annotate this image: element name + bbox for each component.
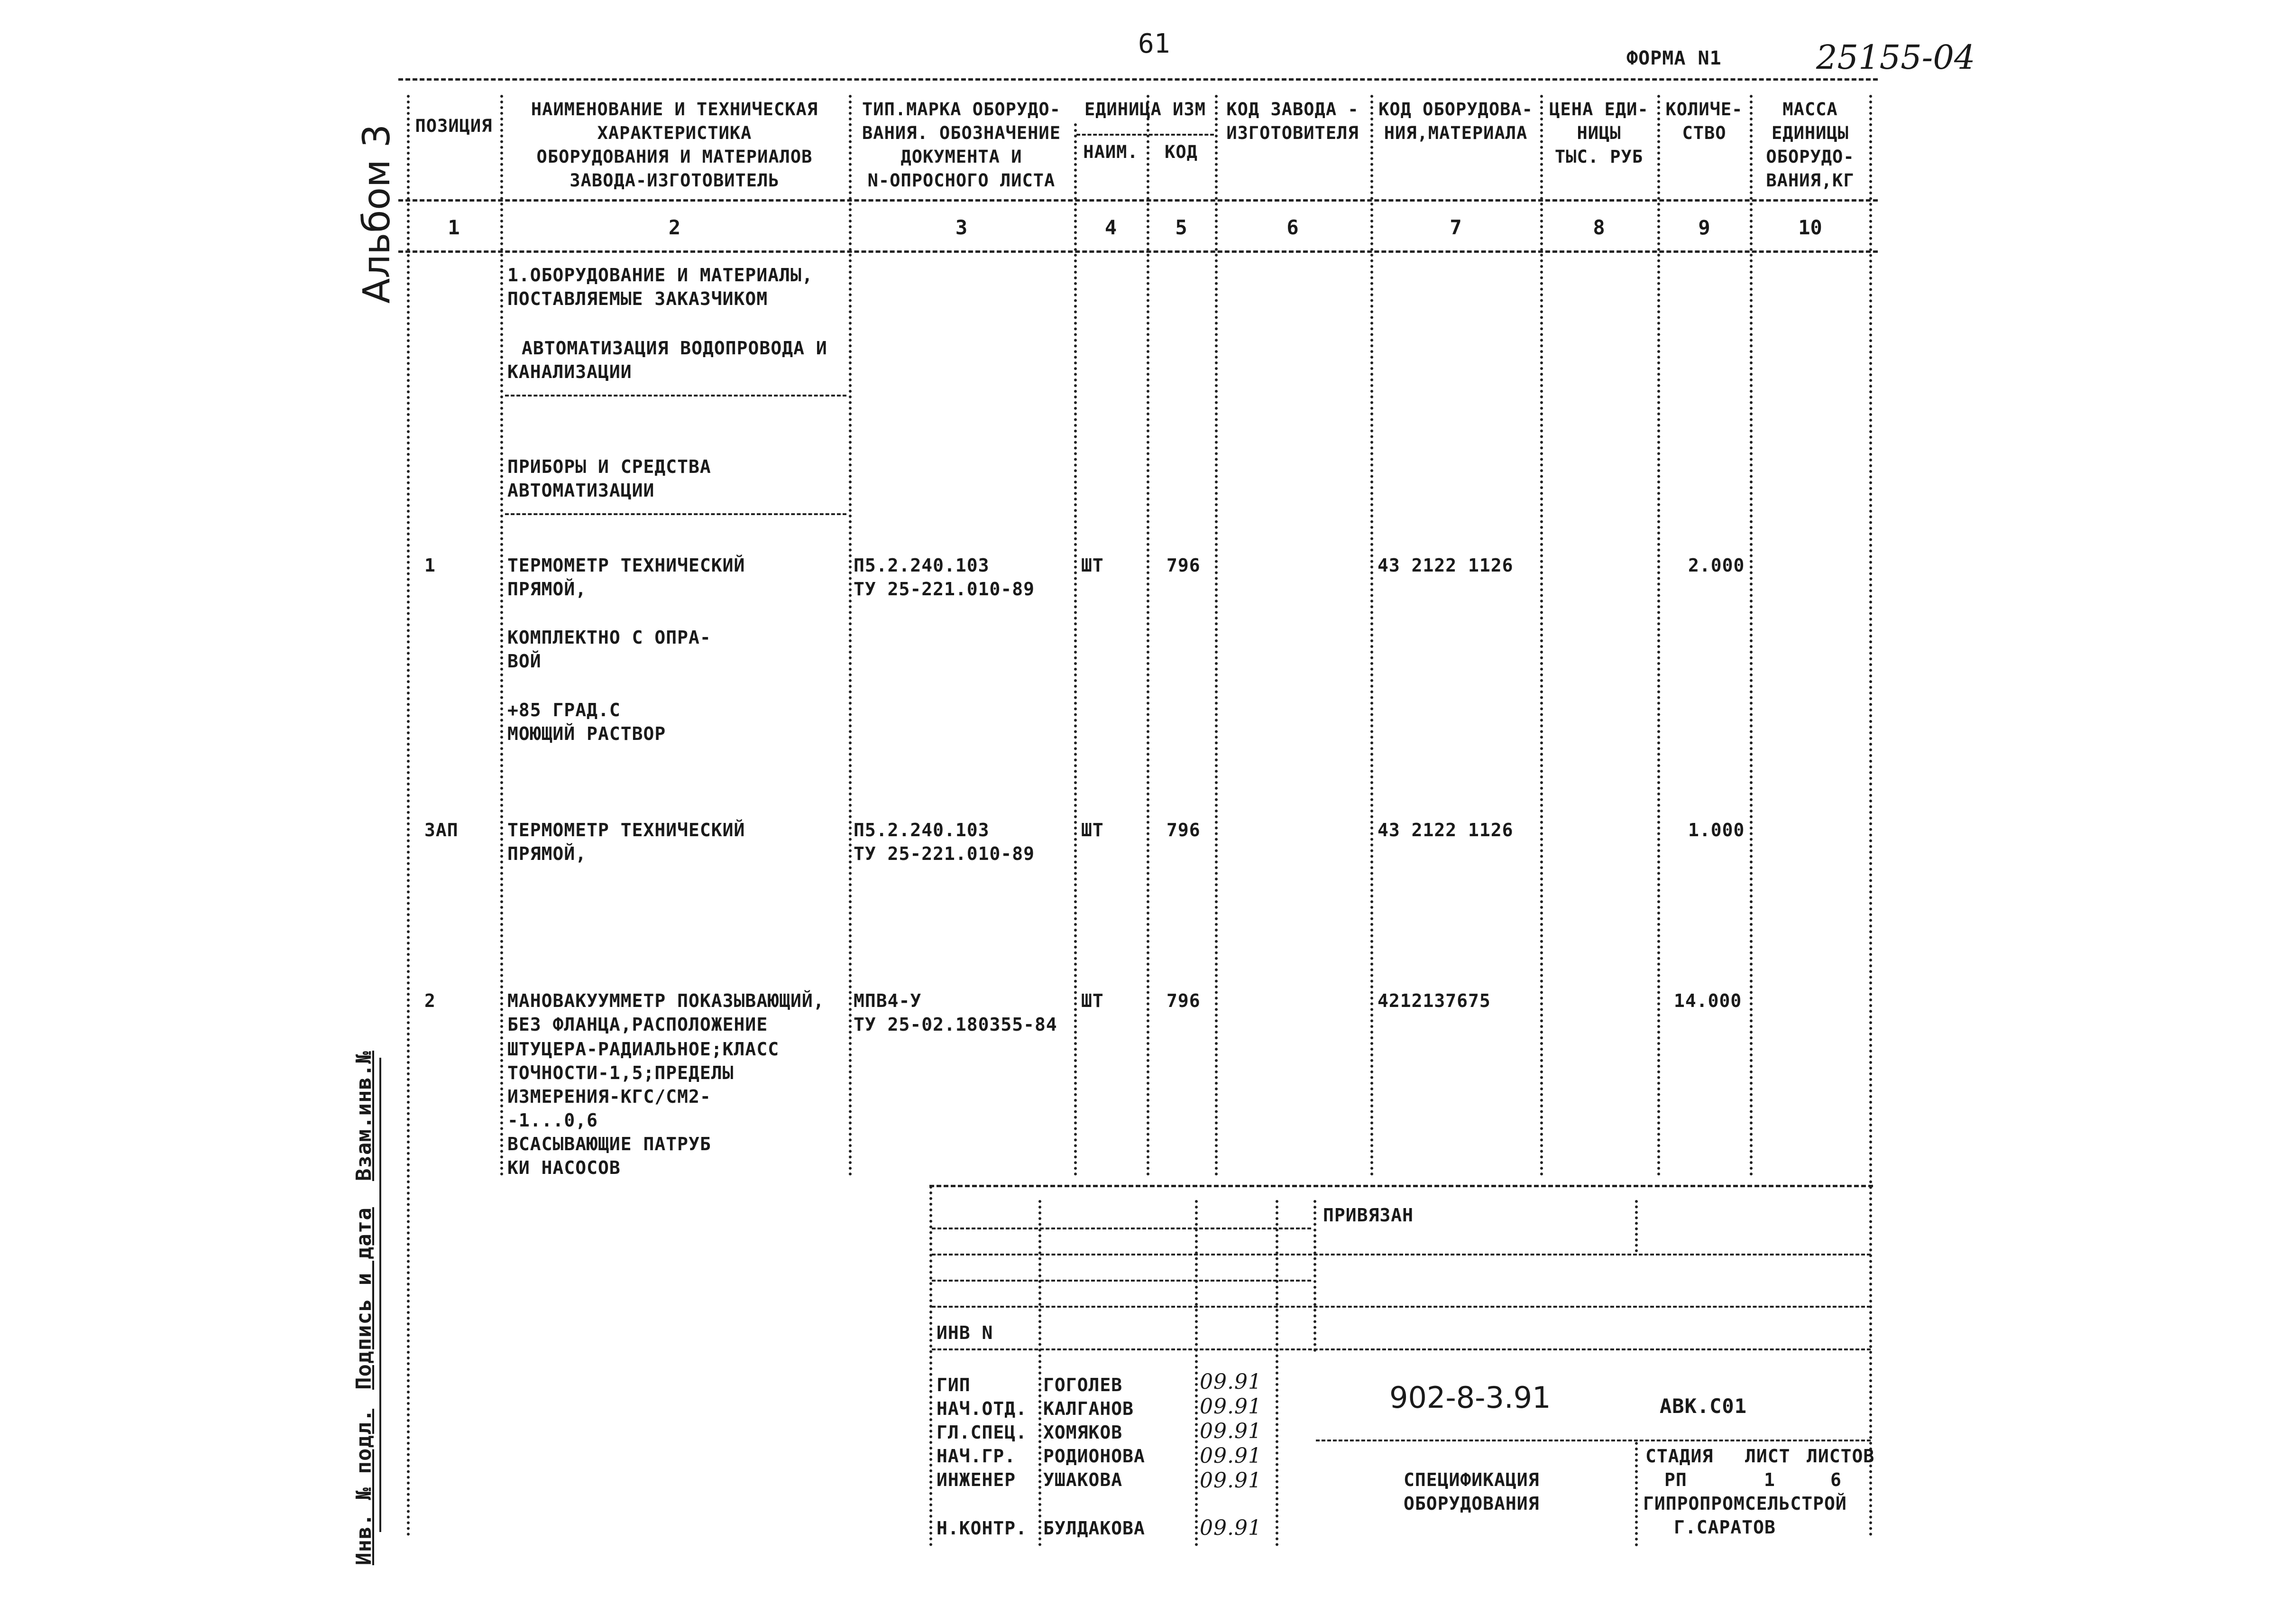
margin-signature-date: Подпись и дата [352,1207,376,1390]
header-type-3: ДОКУМЕНТА И [900,147,1022,167]
header-qty-2: СТВО [1682,123,1727,143]
tb-sep-date [1276,1200,1278,1546]
colnum-2: 2 [668,216,681,239]
staff-name-6: БУЛДАКОВА [1043,1518,1145,1539]
header-equip-code-2: НИЯ,МАТЕРИАЛА [1384,123,1528,143]
item-zap-qty: 1.000 [1688,820,1745,840]
staff-role-4: НАЧ.ГР. [937,1446,1016,1467]
item-2-name-6: -1...0,6 [507,1110,598,1131]
header-unit: ЕДИНИЦА ИЗМ [1084,99,1206,120]
header-price-2: НИЦЫ [1577,123,1621,143]
item-2-unit: ШТ [1081,990,1104,1011]
header-mass-4: ВАНИЯ,КГ [1766,170,1855,191]
header-type-2: ВАНИЯ. ОБОЗНАЧЕНИЕ [862,123,1061,143]
staff-name-5: УШАКОВА [1043,1469,1123,1490]
header-qty-1: КОЛИЧЕ- [1665,99,1743,120]
tb-rule-4 [932,1306,1871,1308]
item-2-name-5: ИЗМЕРЕНИЯ-КГС/СМ2- [507,1086,711,1107]
rule-section-3 [505,513,846,515]
item-2-pos: 2 [424,990,436,1011]
form-label: ФОРМА N1 [1626,47,1722,69]
colnum-4: 4 [1104,216,1117,239]
col-sep-9 [1750,95,1753,1176]
handwritten-code: 25155-04 [1816,38,1975,77]
colnum-1: 1 [448,216,460,239]
tb-rule-6 [1316,1440,1871,1441]
col-sep-1 [500,95,503,1176]
rule-section-2 [505,395,846,397]
margin-inv-podl: Инв. № подл. [352,1409,376,1565]
tb-rule-1 [932,1228,1311,1229]
staff-role-3: ГЛ.СПЕЦ. [937,1422,1028,1443]
colnum-3: 3 [955,216,968,239]
col-sep-3 [1074,123,1077,1176]
header-position: ПОЗИЦИЯ [415,116,493,136]
item-zap-name-2: ПРЯМОЙ, [507,843,587,864]
tb-sep-sign [1195,1200,1198,1546]
header-mass-2: ЕДИНИЦЫ [1772,123,1849,143]
header-factory-code-2: ИЗГОТОВИТЕЛЯ [1226,123,1359,143]
item-zap-unit-code: 796 [1166,820,1201,840]
item-zap-type-1: П5.2.240.103 [854,820,990,840]
header-price-1: ЦЕНА ЕДИ- [1549,99,1649,120]
item-zap-name-1: ТЕРМОМЕТР ТЕХНИЧЕСКИЙ [507,820,745,840]
project-number: 902-8-3.91 [1389,1380,1551,1415]
item-zap-type-2: ТУ 25-221.010-89 [854,843,1035,864]
stage-label: СТАДИЯ [1645,1446,1714,1467]
section-2-line-1: АВТОМАТИЗАЦИЯ ВОДОПРОВОДА И [522,338,827,359]
header-mass-3: ОБОРУДО- [1766,147,1855,167]
item-1-pos: 1 [424,555,436,576]
tb-privyazan: ПРИВЯЗАН [1323,1205,1414,1226]
item-1-name-5: ВОЙ [507,651,542,672]
section-2-line-2: КАНАЛИЗАЦИИ [507,361,632,382]
section-1-line-1: 1.ОБОРУДОВАНИЕ И МАТЕРИАЛЫ, [507,265,813,286]
header-unit-name: НАИМ. [1083,142,1139,162]
item-2-type-2: ТУ 25-02.180355-84 [854,1014,1057,1035]
sheet-label: ЛИСТ [1745,1446,1791,1467]
header-type-4: N-ОПРОСНОГО ЛИСТА [867,170,1056,191]
org-name: ГИПРОПРОМСЕЛЬСТРОЙ [1643,1493,1847,1514]
tb-sep-extra [1313,1200,1316,1352]
staff-name-2: КАЛГАНОВ [1043,1398,1134,1419]
sheets-label: ЛИСТОВ [1807,1446,1875,1467]
col-sep-7 [1540,95,1543,1176]
rule-unit [1076,134,1214,136]
rule-colnums [398,250,1878,253]
sheet-value: 1 [1764,1469,1775,1490]
rule-titleblock-top [929,1185,1873,1187]
staff-sign-2: 09.91 [1200,1394,1262,1419]
item-zap-equip-code: 43 2122 1126 [1378,820,1514,840]
col-sep-left [407,95,410,1537]
header-mass-1: МАССА [1782,99,1838,120]
staff-role-6: Н.КОНТР. [937,1518,1028,1539]
staff-sign-6: 09.91 [1200,1516,1262,1540]
staff-name-3: ХОМЯКОВ [1043,1422,1123,1443]
item-2-equip-code: 4212137675 [1378,990,1491,1011]
rule-top [398,78,1878,81]
tb-inv-no: ИНВ N [937,1322,993,1343]
colnum-8: 8 [1593,216,1605,239]
tb-rule-2 [932,1254,1871,1255]
tb-sep-left [929,1186,932,1546]
doc-title-1: СПЕЦИФИКАЦИЯ [1404,1469,1540,1490]
section-1-line-2: ПОСТАВЛЯЕМЫЕ ЗАКАЗЧИКОМ [507,288,768,309]
header-name-1: НАИМЕНОВАНИЕ И ТЕХНИЧЕСКАЯ [531,99,818,120]
item-2-name-8: КИ НАСОСОВ [507,1157,621,1178]
header-price-3: ТЫС. РУБ [1554,147,1644,167]
org-city: Г.САРАТОВ [1674,1517,1776,1538]
item-1-unit: ШТ [1081,555,1104,576]
item-1-equip-code: 43 2122 1126 [1378,555,1514,576]
header-type-1: ТИП.МАРКА ОБОРУДО- [862,99,1061,120]
tb-sep-privyazan [1635,1200,1638,1252]
staff-role-5: ИНЖЕНЕР [937,1469,1016,1490]
staff-sign-1: 09.91 [1200,1370,1262,1394]
header-equip-code-1: КОД ОБОРУДОВА- [1378,99,1533,120]
item-2-type-1: МПВ4-У [854,990,922,1011]
colnum-7: 7 [1450,216,1462,239]
item-2-unit-code: 796 [1166,990,1201,1011]
header-name-3: ОБОРУДОВАНИЯ И МАТЕРИАЛОВ [536,147,813,167]
colnum-5: 5 [1175,216,1187,239]
item-1-qty: 2.000 [1688,555,1745,576]
item-2-name-3: ШТУЦЕРА-РАДИАЛЬНОЕ;КЛАСС [507,1039,780,1060]
doc-title-2: ОБОРУДОВАНИЯ [1404,1493,1540,1514]
sheets-value: 6 [1830,1469,1842,1490]
staff-name-1: ГОГОЛЕВ [1043,1375,1123,1395]
page-number: 61 [1138,28,1170,59]
col-sep-4 [1147,95,1149,1176]
section-3-line-2: АВТОМАТИЗАЦИИ [507,480,655,501]
staff-sign-4: 09.91 [1200,1444,1262,1468]
colnum-9: 9 [1698,216,1710,239]
header-unit-code: КОД [1165,142,1198,162]
item-zap-pos: ЗАП [424,820,459,840]
col-sep-2 [849,95,852,1176]
staff-name-4: РОДИОНОВА [1043,1446,1145,1467]
col-sep-5 [1215,95,1218,1176]
tb-sep-stage [1635,1442,1638,1546]
margin-border [379,1058,381,1532]
doc-code: АВК.С01 [1660,1394,1747,1418]
col-sep-6 [1370,95,1373,1176]
col-sep-8 [1657,95,1660,1176]
stage-value: РП [1664,1469,1687,1490]
tb-rule-3 [932,1280,1311,1282]
item-2-name-2: БЕЗ ФЛАНЦА,РАСПОЛОЖЕНИЕ [507,1014,768,1035]
item-1-name-8: МОЮЩИЙ РАСТВОР [507,723,666,744]
section-3-line-1: ПРИБОРЫ И СРЕДСТВА [507,456,711,477]
staff-sign-3: 09.91 [1200,1419,1262,1443]
rule-header [398,199,1878,202]
item-2-name-7: ВСАСЫВАЮЩИЕ ПАТРУБ [507,1134,711,1154]
item-1-name-4: КОМПЛЕКТНО С ОПРА- [507,627,711,648]
colnum-10: 10 [1798,216,1822,239]
header-name-4: ЗАВОДА-ИЗГОТОВИТЕЛЬ [569,170,780,191]
item-2-name-1: МАНОВАКУУММЕТР ПОКАЗЫВАЮЩИЙ, [507,990,825,1011]
item-1-type-1: П5.2.240.103 [854,555,990,576]
album-label: Альбом 3 [356,124,398,304]
item-1-name-2: ПРЯМОЙ, [507,579,587,600]
item-1-unit-code: 796 [1166,555,1201,576]
staff-sign-5: 09.91 [1200,1468,1262,1493]
header-name-2: ХАРАКТЕРИСТИКА [597,123,752,143]
tb-rule-5 [932,1348,1871,1350]
header-factory-code-1: КОД ЗАВОДА - [1226,99,1359,120]
staff-role-1: ГИП [937,1375,971,1395]
colnum-6: 6 [1286,216,1299,239]
item-1-name-1: ТЕРМОМЕТР ТЕХНИЧЕСКИЙ [507,555,745,576]
item-1-name-7: +85 ГРАД.С [507,700,621,720]
item-2-qty: 14.000 [1674,990,1742,1011]
tb-sep-name [1038,1200,1041,1546]
item-1-type-2: ТУ 25-221.010-89 [854,579,1035,600]
margin-vzam-inv: Взам.инв.№ [352,1051,376,1181]
col-sep-right [1869,95,1872,1537]
item-zap-unit: ШТ [1081,820,1104,840]
item-2-name-4: ТОЧНОСТИ-1,5;ПРЕДЕЛЫ [507,1062,734,1083]
staff-role-2: НАЧ.ОТД. [937,1398,1028,1419]
